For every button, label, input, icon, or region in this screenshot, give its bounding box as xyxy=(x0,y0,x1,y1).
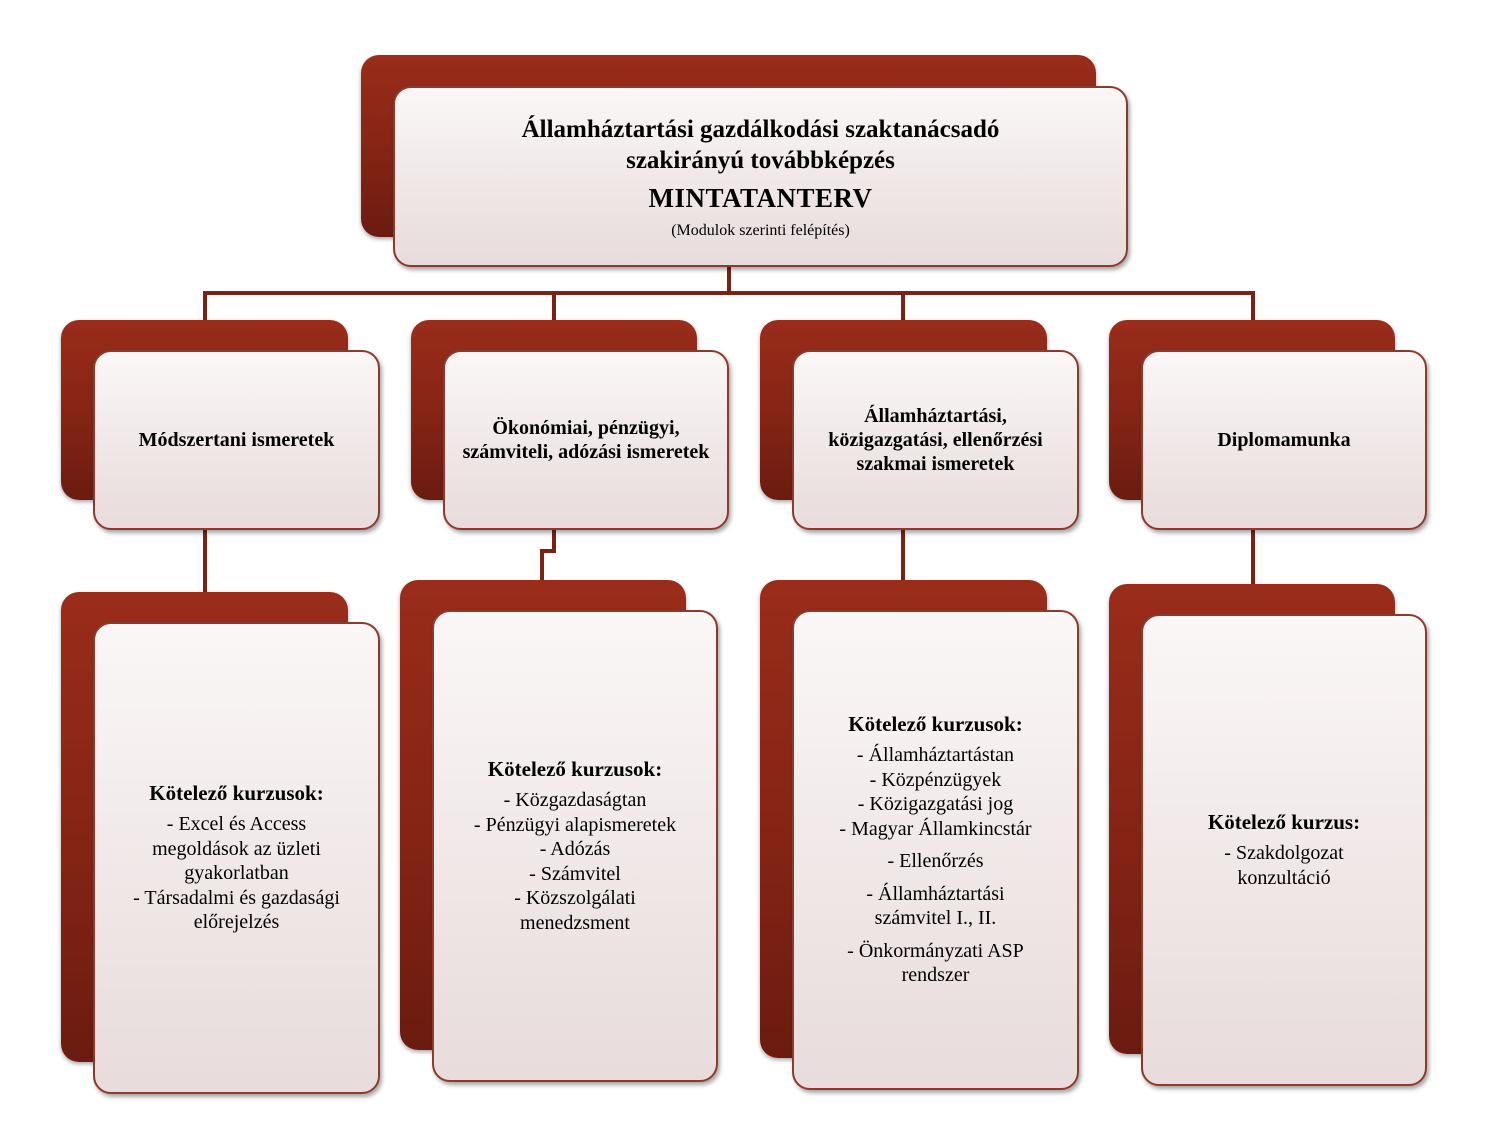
module-4-box xyxy=(1141,350,1427,530)
course-item: - Magyar Államkincstár xyxy=(839,817,1032,840)
module-2-box xyxy=(443,350,729,530)
root-title-box xyxy=(393,86,1128,267)
course-item: megoldások az üzleti xyxy=(152,837,321,860)
course-item: - Államháztartástan xyxy=(856,744,1015,767)
courses-1-heading: Kötelező kurzusok: xyxy=(149,781,324,806)
course-item: menedzsment xyxy=(520,911,630,934)
course-item: számvitel I., II. xyxy=(874,907,997,930)
courses-3-heading: Kötelező kurzusok: xyxy=(848,712,1023,737)
course-item: - Ellenőrzés xyxy=(887,850,984,873)
course-item: - Közigazgatási jog xyxy=(857,793,1014,816)
courses-1-box xyxy=(93,622,380,1094)
module-4-title: Diplomamunka xyxy=(1217,429,1351,451)
module-1-title: Módszertani ismeretek xyxy=(138,429,335,451)
course-item: - Pénzügyi alapismeretek xyxy=(473,813,677,836)
module-1-box xyxy=(93,350,380,530)
course-item: - Társadalmi és gazdasági xyxy=(133,886,340,909)
course-item: - Államháztartási xyxy=(866,882,1005,905)
module-3-box xyxy=(792,350,1079,530)
course-item: - Önkormányzati ASP xyxy=(847,939,1024,962)
course-item: konzultáció xyxy=(1237,866,1331,889)
courses-4-list xyxy=(1212,841,1355,890)
subtitle: (Modulok szerinti felépítés) xyxy=(671,221,850,239)
course-item: - Közpénzügyek xyxy=(869,768,1002,791)
courses-2-box xyxy=(432,610,718,1082)
course-item: - Adózás xyxy=(539,838,611,860)
main-title: MINTATANTERV xyxy=(648,182,873,213)
courses-1-list xyxy=(121,812,352,935)
courses-4-box xyxy=(1141,614,1427,1086)
course-item: - Közszolgálati xyxy=(514,887,636,909)
courses-3-box xyxy=(792,610,1079,1090)
courses-2-heading: Kötelező kurzusok: xyxy=(487,757,663,781)
courses-2-list xyxy=(462,788,688,935)
course-item: gyakorlatban xyxy=(184,862,289,885)
courses-4-heading: Kötelező kurzus: xyxy=(1207,810,1361,834)
program-title-line-2: szakirányú továbbképzés xyxy=(626,146,895,174)
course-item: - Számvitel xyxy=(529,862,621,885)
program-title-line-1: Államháztartási gazdálkodási szaktanácsadó xyxy=(521,115,1000,143)
course-item: - Szakdolgozat xyxy=(1224,842,1344,864)
course-item: - Közgazdaságtan xyxy=(503,789,647,811)
courses-3-list xyxy=(827,743,1043,988)
module-3-title: Államháztartási, közigazgatási, ellenőrzési szakmai ismeretek xyxy=(828,405,1043,475)
course-item: rendszer xyxy=(901,964,970,987)
course-item: előrejelzés xyxy=(193,911,280,934)
course-item: - Excel és Access xyxy=(166,813,307,836)
module-2-title: Ökonómiai, pénzügyi, számviteli, adózási ismeretek xyxy=(462,417,710,463)
